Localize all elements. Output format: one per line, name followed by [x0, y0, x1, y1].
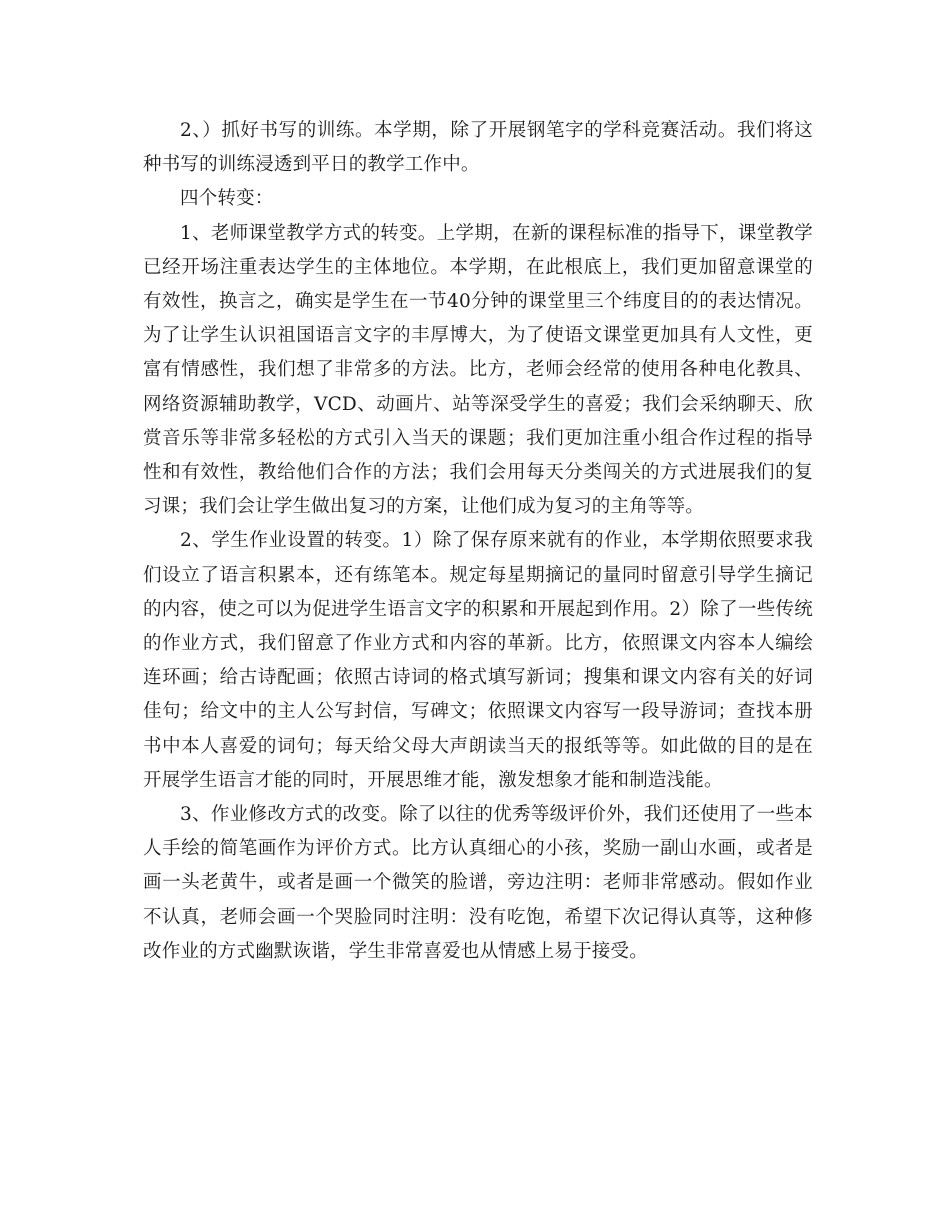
paragraph-four-changes-heading: 四个转变：	[180, 188, 274, 210]
paragraph-writing-training: 2、）抓好书写的训练。本学期，除了开展钢笔字的学科竞赛活动。我们将这种书写的训练浸透到平日的教学工作中。	[143, 120, 813, 176]
paragraph-homework-grading-change: 3、作业修改方式的改变。除了以往的优秀等级评价外，我们还使用了一些本人手绘的简笔画作为评价方式。比方认真细心的小孩，奖励一副山水画，或者是画一头老黄牛，或者是画一个微笑的脸谱，旁边注明：老师非常感动。假如作业不认真，老师会画一个哭脸同时注明：没有吃饱，希望下次记得认真等，这种修改作业的方式幽默诙谐，学生非常喜爱也从情感上易于接受。	[143, 804, 813, 962]
document-body	[143, 114, 813, 969]
paragraph-teaching-method-change: 1、老师课堂教学方式的转变。上学期，在新的课程标准的指导下，课堂教学已经开场注重表达学生的主体地位。本学期，在此根底上，我们更加留意课堂的有效性，换言之，确实是学生在一节40分钟的课堂里三个纬度目的的表达情况。为了让学生认识祖国语言文字的丰厚博大，为了使语文课堂更加具有人文性，更富有情感性，我们想了非常多的方法。比方，老师会经常的使用各种电化教具、网络资源辅助教学，VCD、动画片、站等深受学生的喜爱；我们会采纳聊天、欣赏音乐等非常多轻松的方式引入当天的课题；我们更加注重小组合作过程的指导性和有效性，教给他们合作的方法；我们会用每天分类闯关的方式进展我们的复习课；我们会让学生做出复习的方案，让他们成为复习的主角等等。	[143, 222, 813, 518]
paragraph-homework-setting-change: 2、学生作业设置的转变。1）除了保存原来就有的作业，本学期依照要求我们设立了语言积累本，还有练笔本。规定每星期摘记的量同时留意引导学生摘记的内容，使之可以为促进学生语言文字的积累和开展起到作用。2）除了一些传统的作业方式，我们留意了作业方式和内容的革新。比方，依照课文内容本人编绘连环画；给古诗配画；依照古诗词的格式填写新词；搜集和课文内容有关的好词佳句；给文中的主人公写封信，写碑文；依照课文内容写一段导游词；查找本册书中本人喜爱的词句；每天给父母大声朗读当天的报纸等等。如此做的目的是在开展学生语言才能的同时，开展思维才能，激发想象才能和制造浅能。	[143, 530, 813, 791]
